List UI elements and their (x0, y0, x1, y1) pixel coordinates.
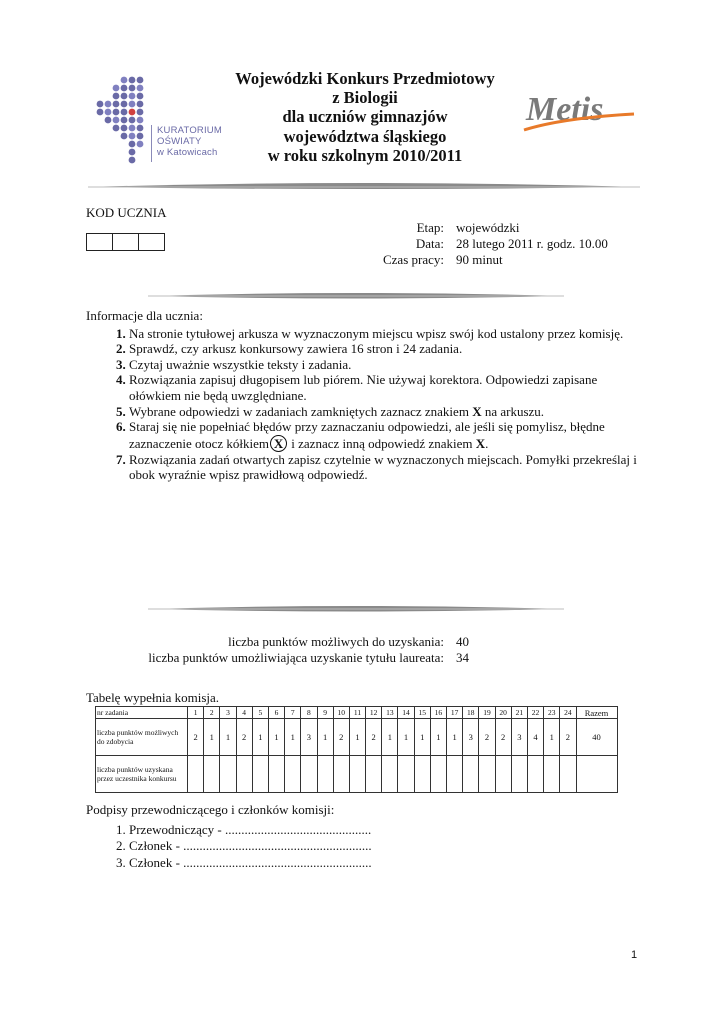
logo-dot (105, 117, 112, 124)
task-number-cell: 21 (511, 707, 527, 719)
czas-label: Czas pracy: (382, 252, 444, 267)
logo-dot (129, 149, 136, 156)
task-number-cell: 9 (317, 707, 333, 719)
scores-table (95, 706, 618, 793)
earned-points-cell[interactable] (560, 756, 576, 793)
points-possible-value: 40 (456, 634, 469, 649)
signature-line: 2. Członek - .......................................................... (129, 838, 372, 854)
info-separator (146, 290, 566, 302)
title-line: Wojewódzki Konkurs Przedmiotowy (235, 69, 495, 88)
task-number-cell: 6 (268, 707, 284, 719)
kuratorium-line: KURATORIUM (157, 125, 222, 136)
earned-points-cell[interactable] (382, 756, 398, 793)
table-row-earned-points (96, 756, 618, 793)
logo-dot (129, 109, 136, 116)
logo-dot (129, 85, 136, 92)
logo-dot (121, 125, 128, 132)
instruction-item: 5. Wybrane odpowiedzi w zadaniach zamkniętych zaznacz znakiem X na arkuszu. (129, 404, 646, 420)
total-header-cell: Razem (576, 707, 617, 719)
instructions-heading: Informacje dla ucznia: (86, 308, 203, 323)
task-number-cell: 10 (333, 707, 349, 719)
signatures-list (86, 822, 372, 871)
logo-dot (137, 101, 144, 108)
earned-points-cell[interactable] (430, 756, 446, 793)
earned-points-cell[interactable] (285, 756, 301, 793)
page-number: 1 (631, 949, 638, 961)
max-points-cell: 1 (317, 719, 333, 756)
table-row-max-points (96, 719, 618, 756)
title-line: dla uczniów gimnazjów (282, 107, 448, 127)
row-header: liczba punktów możliwych do zdobycia (96, 719, 188, 756)
max-points-cell: 3 (463, 719, 479, 756)
instruction-item: 6. Staraj się nie popełniać błędów przy zaznaczaniu odpowiedzi, ale jeśli się pomylisz, błędne zaznaczenie otocz kółkiem X i zaznacz inną odpowiedź znakiem X. (129, 419, 646, 452)
max-points-cell: 1 (268, 719, 284, 756)
logo-dot (129, 141, 136, 148)
earned-points-cell[interactable] (414, 756, 430, 793)
earned-points-cell[interactable] (333, 756, 349, 793)
table-caption: Tabelę wypełnia komisja. (86, 690, 220, 705)
earned-points-cell[interactable] (301, 756, 317, 793)
circled-x-icon: X (270, 435, 287, 452)
task-number-cell: 23 (544, 707, 560, 719)
logo-dot (137, 109, 144, 116)
logo-dot (121, 101, 128, 108)
instruction-item: 7. Rozwiązania zadań otwartych zapisz czytelnie w wyznaczonych miejscach. Pomyłki przekreślaj i obok wyraźnie wpisz prawidłową odpowiedź. (129, 452, 646, 483)
max-points-cell: 2 (560, 719, 576, 756)
task-number-cell: 2 (204, 707, 220, 719)
points-labels (100, 634, 444, 668)
logo-dot (113, 109, 120, 116)
logo-dot (121, 117, 128, 124)
max-points-cell: 2 (188, 719, 204, 756)
earned-points-cell[interactable] (236, 756, 252, 793)
signatures (86, 802, 372, 871)
max-points-cell: 1 (220, 719, 236, 756)
logo-dot (113, 125, 120, 132)
max-points-cell: 2 (479, 719, 495, 756)
max-points-cell: 1 (204, 719, 220, 756)
title-line: województwa śląskiego (283, 126, 447, 146)
max-points-cell: 4 (527, 719, 543, 756)
etap-value: wojewódzki (456, 220, 520, 235)
header-separator (86, 180, 642, 192)
earned-points-cell[interactable] (447, 756, 463, 793)
logo-dot (105, 109, 112, 116)
task-number-cell: 11 (349, 707, 365, 719)
data-label: Data: (415, 236, 444, 251)
task-number-cell: 15 (414, 707, 430, 719)
points-possible-label: liczba punktów możliwych do uzyskania: (228, 634, 444, 649)
max-points-cell: 2 (495, 719, 511, 756)
max-points-cell: 1 (414, 719, 430, 756)
logo-dot (129, 101, 136, 108)
max-points-cell: 1 (430, 719, 446, 756)
metis-logo (522, 86, 640, 134)
signature-line: 1. Przewodniczący - ............................................. (129, 822, 372, 838)
earned-points-cell[interactable] (398, 756, 414, 793)
max-points-cell: 3 (511, 719, 527, 756)
logo-divider (151, 125, 152, 162)
max-points-cell: 1 (252, 719, 268, 756)
points-laureate-label: liczba punktów umożliwiająca uzyskanie tytułu laureata: (148, 650, 444, 665)
task-number-cell: 7 (285, 707, 301, 719)
earned-points-cell[interactable] (511, 756, 527, 793)
logo-dot (137, 141, 144, 148)
logo-dot (129, 117, 136, 124)
max-points-cell: 1 (349, 719, 365, 756)
logo-dot (113, 85, 120, 92)
kuratorium-line: OŚWIATY (157, 136, 202, 147)
logo-dot (129, 125, 136, 132)
logo-dot (129, 133, 136, 140)
row-header: liczba punktów uzyskana przez uczestnika konkursu (96, 756, 188, 793)
contest-title (200, 69, 530, 165)
table-row-task-numbers (96, 707, 618, 719)
exam-info-values (456, 220, 636, 270)
task-number-cell: 22 (527, 707, 543, 719)
instructions-list (86, 326, 646, 483)
czas-value: 90 minut (456, 252, 503, 267)
task-number-cell: 17 (447, 707, 463, 719)
instruction-item: 1. Na stronie tytułowej arkusza w wyznaczonym miejscu wpisz swój kod ustalony przez komisję. (129, 326, 646, 342)
title-line: z Biologii (332, 88, 398, 108)
earned-points-cell[interactable] (317, 756, 333, 793)
task-number-cell: 24 (560, 707, 576, 719)
earned-points-cell[interactable] (188, 756, 204, 793)
logo-dot (129, 93, 136, 100)
max-points-cell: 1 (447, 719, 463, 756)
signatures-heading: Podpisy przewodniczącego i członków komisji: (86, 802, 335, 817)
task-number-cell: 13 (382, 707, 398, 719)
kuratorium-line: w Katowicach (157, 147, 218, 158)
mark-x: X (475, 435, 486, 451)
logo-dot (113, 101, 120, 108)
max-points-cell: 1 (544, 719, 560, 756)
task-number-cell: 8 (301, 707, 317, 719)
logo-dot (121, 93, 128, 100)
earned-points-cell[interactable] (366, 756, 382, 793)
task-number-cell: 3 (220, 707, 236, 719)
task-number-cell: 19 (479, 707, 495, 719)
logo-dot (121, 133, 128, 140)
earned-points-cell[interactable] (349, 756, 365, 793)
max-points-cell: 3 (301, 719, 317, 756)
task-number-cell: 18 (463, 707, 479, 719)
max-points-cell: 2 (366, 719, 382, 756)
logo-dot (129, 157, 136, 164)
points-separator (146, 603, 566, 615)
logo-dot (137, 77, 144, 84)
earned-points-cell[interactable] (268, 756, 284, 793)
task-number-cell: 5 (252, 707, 268, 719)
task-number-cell: 16 (430, 707, 446, 719)
logo-dot (137, 85, 144, 92)
logo-dot (137, 125, 144, 132)
earned-points-cell[interactable] (544, 756, 560, 793)
logo-dot (113, 93, 120, 100)
points-values (456, 634, 496, 668)
kod-box[interactable] (87, 234, 113, 250)
logo-dot (129, 77, 136, 84)
instruction-item: 3. Czytaj uważnie wszystkie teksty i zadania. (129, 357, 646, 373)
earned-points-cell[interactable] (495, 756, 511, 793)
total-max-cell: 40 (576, 719, 617, 756)
logo-dot (121, 77, 128, 84)
earned-points-cell[interactable] (527, 756, 543, 793)
task-number-cell: 20 (495, 707, 511, 719)
title-line: w roku szkolnym 2010/2011 (267, 145, 463, 165)
max-points-cell: 1 (382, 719, 398, 756)
logo-dot (113, 117, 120, 124)
max-points-cell: 1 (398, 719, 414, 756)
logo-dot (97, 109, 104, 116)
data-value: 28 lutego 2011 r. godz. 10.00 (456, 236, 608, 251)
kod-ucznia-label: KOD UCZNIA (86, 205, 167, 220)
instruction-item: 4. Rozwiązania zapisuj długopisem lub piórem. Nie używaj korektora. Odpowiedzi zapisane ołówkiem nie będą uwzględniane. (129, 372, 646, 403)
logo-dot (137, 93, 144, 100)
kod-box[interactable] (139, 234, 164, 250)
etap-label: Etap: (416, 220, 444, 235)
total-earned-cell[interactable] (576, 756, 617, 793)
task-number-cell: 1 (188, 707, 204, 719)
max-points-cell: 1 (285, 719, 301, 756)
task-number-cell: 4 (236, 707, 252, 719)
task-number-cell: 12 (366, 707, 382, 719)
earned-points-cell[interactable] (220, 756, 236, 793)
metis-logo-text: Metis (526, 91, 604, 128)
logo-dot (97, 101, 104, 108)
logo-dot (121, 85, 128, 92)
points-laureate-value: 34 (456, 650, 469, 665)
logo-dot (137, 133, 144, 140)
instruction-item: 2. Sprawdź, czy arkusz konkursowy zawiera 16 stron i 24 zadania. (129, 341, 646, 357)
max-points-cell: 2 (333, 719, 349, 756)
earned-points-cell[interactable] (252, 756, 268, 793)
kod-ucznia-boxes[interactable] (86, 233, 165, 251)
instructions (86, 308, 646, 483)
kod-box[interactable] (113, 234, 139, 250)
signature-line: 3. Członek - .......................................................... (129, 855, 372, 871)
earned-points-cell[interactable] (479, 756, 495, 793)
exam-info-labels (300, 220, 444, 270)
logo-dot (137, 117, 144, 124)
mark-x: X (472, 403, 482, 419)
max-points-cell: 2 (236, 719, 252, 756)
earned-points-cell[interactable] (204, 756, 220, 793)
earned-points-cell[interactable] (463, 756, 479, 793)
task-number-cell: 14 (398, 707, 414, 719)
logo-dot (121, 109, 128, 116)
row-header: nr zadania (96, 707, 188, 719)
logo-dot (105, 101, 112, 108)
